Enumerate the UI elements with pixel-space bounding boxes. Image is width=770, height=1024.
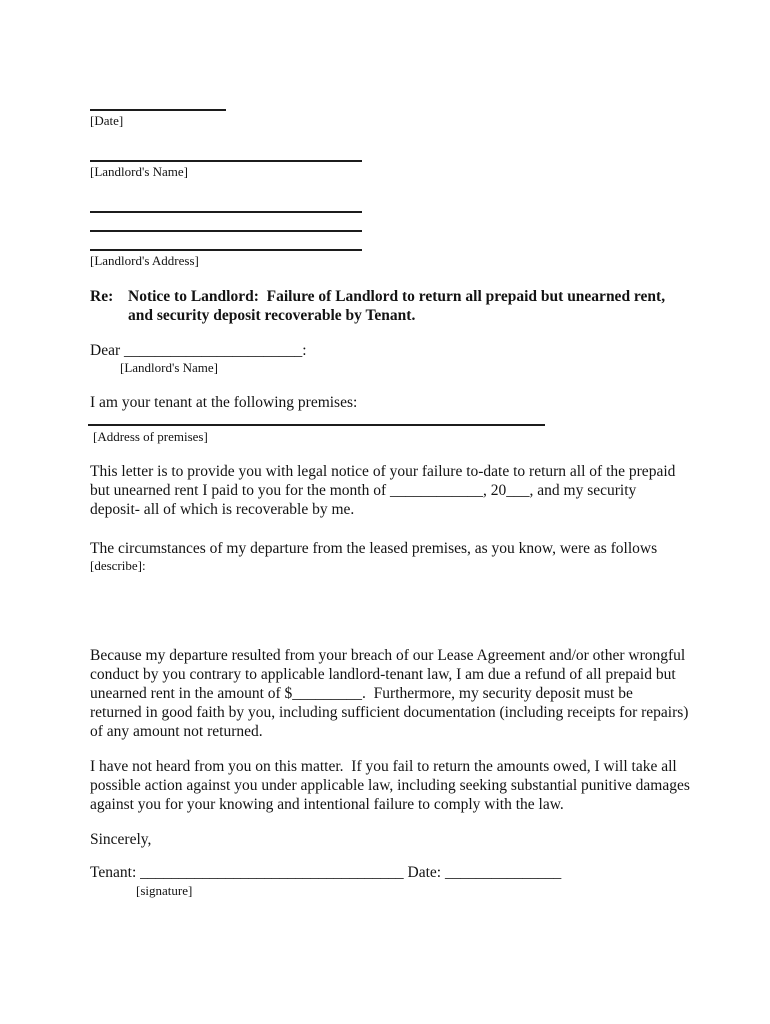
warning-paragraph-line: I have not heard from you on this matter. If you fail to return the amounts owed, I will take all bbox=[90, 758, 677, 775]
signature-hint: [signature] bbox=[136, 883, 193, 898]
refund-paragraph-line: of any amount not returned. bbox=[90, 723, 263, 740]
signature-line: Tenant: __________________________________ Date: _______________ bbox=[90, 864, 562, 881]
landlord-address-blank-line-1 bbox=[90, 211, 362, 213]
premises-address-blank-line bbox=[88, 424, 545, 426]
landlord-address-blank-line-3 bbox=[90, 249, 362, 251]
salutation-name-hint: [Landlord's Name] bbox=[120, 360, 219, 375]
refund-paragraph-line: unearned rent in the amount of $_________. Furthermore, my security deposit must be bbox=[90, 685, 633, 702]
warning-paragraph-line: against you for your knowing and intentional failure to comply with the law. bbox=[90, 796, 564, 813]
date-blank-line bbox=[90, 109, 226, 111]
refund-paragraph-line: conduct by you contrary to applicable landlord-tenant law, I am due a refund of all prepaid but bbox=[90, 666, 676, 683]
premises-address-hint: [Address of premises] bbox=[93, 429, 208, 444]
warning-paragraph-line: possible action against you under applicable law, including seeking substantial punitive damages bbox=[90, 777, 690, 794]
landlord-name-blank-line bbox=[90, 160, 362, 162]
notice-paragraph-line: This letter is to provide you with legal notice of your failure to-date to return all of the prepaid bbox=[90, 463, 676, 480]
landlord-name-label: [Landlord's Name] bbox=[90, 164, 189, 179]
notice-paragraph-line: deposit- all of which is recoverable by me. bbox=[90, 501, 355, 518]
date-label: [Date] bbox=[90, 113, 124, 128]
notice-paragraph-line: but unearned rent I paid to you for the month of ____________, 20___, and my security bbox=[90, 482, 637, 499]
subject-line-2: and security deposit recoverable by Tenant. bbox=[128, 307, 416, 324]
premises-intro: I am your tenant at the following premises: bbox=[90, 394, 358, 411]
re-prefix: Re: bbox=[90, 288, 114, 305]
refund-paragraph-line: returned in good faith by you, including sufficient documentation (including receipts for repairs) bbox=[90, 704, 689, 721]
salutation-line: Dear _______________________: bbox=[90, 342, 307, 359]
refund-paragraph-line: Because my departure resulted from your breach of our Lease Agreement and/or other wrongful bbox=[90, 647, 686, 664]
describe-hint: [describe]: bbox=[90, 558, 146, 573]
landlord-address-blank-line-2 bbox=[90, 230, 362, 232]
valediction: Sincerely, bbox=[90, 831, 152, 848]
subject-line-1: Notice to Landlord: Failure of Landlord to return all prepaid but unearned rent, bbox=[128, 288, 666, 305]
circumstances-line: The circumstances of my departure from the leased premises, as you know, were as follows bbox=[90, 540, 658, 557]
landlord-address-label: [Landlord's Address] bbox=[90, 253, 199, 268]
